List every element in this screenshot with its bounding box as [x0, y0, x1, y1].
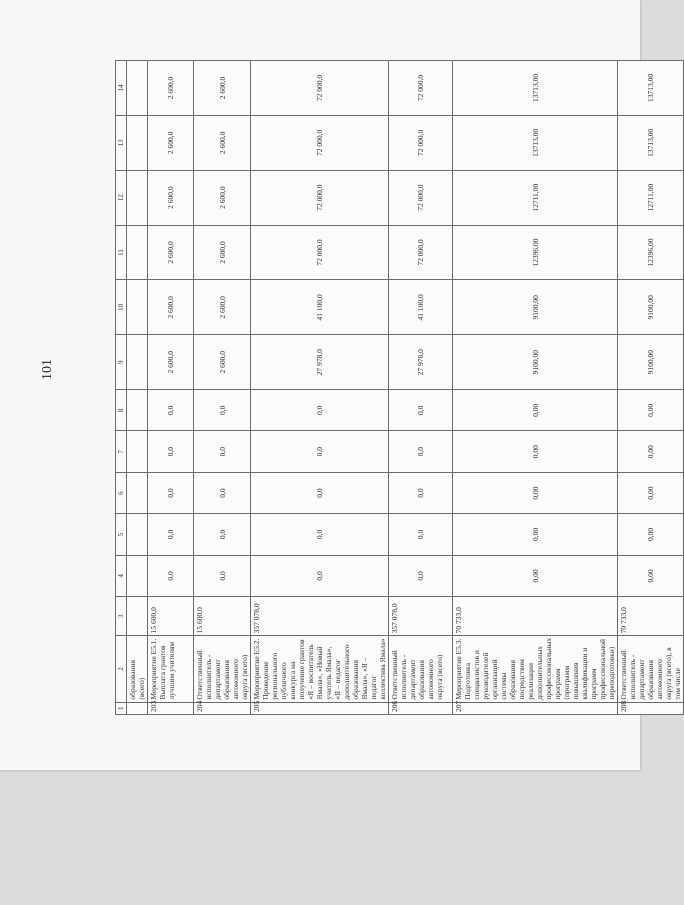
value-cell: 0,0 [148, 472, 194, 513]
table-row [618, 61, 684, 715]
row-description: образования (всего) [127, 636, 148, 702]
value-cell [127, 115, 148, 170]
value-cell: 0,00 [453, 514, 618, 555]
row-number: 206 [389, 702, 453, 714]
table-body [116, 61, 684, 715]
value-cell [127, 390, 148, 431]
column-number: 4 [116, 555, 127, 596]
value-cell: 0,0 [251, 514, 389, 555]
value-cell [127, 555, 148, 596]
value-cell: 72 000,0 [251, 61, 389, 116]
value-cell: 2 600,0 [148, 280, 194, 335]
value-cell: 0,0 [194, 555, 251, 596]
column-number: 3 [116, 597, 127, 636]
value-cell: 13713,00 [453, 115, 618, 170]
value-cell [127, 472, 148, 513]
value-cell [127, 61, 148, 116]
value-cell: 12711,00 [618, 170, 684, 225]
value-cell: 2 600,0 [148, 225, 194, 280]
value-cell [127, 597, 148, 636]
value-cell: 72 000,0 [389, 115, 453, 170]
value-cell: 9100,00 [618, 335, 684, 390]
value-cell: 0,00 [618, 555, 684, 596]
value-cell: 2 600,0 [194, 280, 251, 335]
value-cell [127, 170, 148, 225]
value-cell: 0,00 [618, 514, 684, 555]
value-cell: 0,0 [194, 390, 251, 431]
column-number: 12 [116, 170, 127, 225]
column-number: 7 [116, 431, 127, 472]
value-cell: 0,00 [453, 390, 618, 431]
budget-table [115, 60, 684, 715]
table-row [251, 61, 389, 715]
row-description: Мероприятие Е5.3. Подготовка специалистов и руководителей организаций системы образования посредством реализации дополнительных профессиональных программ (программ повышения квалификации и программ профессиональной переподготовки) [453, 636, 618, 702]
row-number: 207 [453, 702, 618, 714]
value-cell: 72 000,0 [251, 115, 389, 170]
page-number: 101 [40, 359, 55, 380]
row-number: 205 [251, 702, 389, 714]
column-number-row [116, 61, 127, 715]
row-total: 70 733,0 [453, 597, 618, 636]
value-cell: 2 600,0 [194, 170, 251, 225]
row-number: 203 [148, 702, 194, 714]
continuation-row [127, 61, 148, 715]
row-total: 15 600,0 [194, 597, 251, 636]
value-cell: 0,00 [453, 472, 618, 513]
value-cell: 0,0 [389, 555, 453, 596]
column-number: 14 [116, 61, 127, 116]
value-cell: 72 000,0 [389, 61, 453, 116]
row-total: 70 733,0 [618, 597, 684, 636]
value-cell: 0,0 [389, 514, 453, 555]
value-cell: 0,0 [194, 514, 251, 555]
value-cell: 12711,00 [453, 170, 618, 225]
value-cell: 2 600,0 [194, 225, 251, 280]
column-number: 2 [116, 636, 127, 702]
value-cell: 41 100,0 [251, 280, 389, 335]
value-cell: 0,00 [618, 472, 684, 513]
table-row [389, 61, 453, 715]
value-cell: 72 000,0 [251, 225, 389, 280]
value-cell: 12396,00 [453, 225, 618, 280]
value-cell: 0,0 [251, 431, 389, 472]
column-number: 10 [116, 280, 127, 335]
value-cell: 0,00 [618, 390, 684, 431]
value-cell [127, 225, 148, 280]
row-number: 208 [618, 702, 684, 714]
value-cell: 0,0 [148, 390, 194, 431]
column-number: 5 [116, 514, 127, 555]
column-number: 6 [116, 472, 127, 513]
value-cell: 0,0 [389, 431, 453, 472]
value-cell: 0,0 [148, 431, 194, 472]
value-cell: 2 600,0 [194, 335, 251, 390]
value-cell: 0,00 [618, 431, 684, 472]
table-row [148, 61, 194, 715]
row-total: 357 078,0 [251, 597, 389, 636]
value-cell: 0,00 [453, 431, 618, 472]
row-description: Ответственный исполнитель - департамент образования автономного округа (всего), в том числе [618, 636, 684, 702]
column-number: 1 [116, 702, 127, 714]
value-cell: 0,0 [148, 555, 194, 596]
value-cell [127, 335, 148, 390]
value-cell: 2 600,0 [148, 61, 194, 116]
value-cell [127, 431, 148, 472]
value-cell [127, 280, 148, 335]
row-number: 204 [194, 702, 251, 714]
row-total: 15 600,0 [148, 597, 194, 636]
value-cell: 0,0 [194, 472, 251, 513]
row-description: Ответственный исполнитель - департамент образования автономного округа (всего) [389, 636, 453, 702]
row-number-cell [127, 702, 148, 714]
column-number: 13 [116, 115, 127, 170]
row-total: 357 078,0 [389, 597, 453, 636]
column-number: 8 [116, 390, 127, 431]
value-cell: 72 000,0 [389, 225, 453, 280]
value-cell: 0,0 [148, 514, 194, 555]
value-cell: 2 600,0 [194, 115, 251, 170]
value-cell: 13713,00 [618, 115, 684, 170]
value-cell: 0,0 [251, 555, 389, 596]
row-description: Мероприятие Е5.2. Проведение регионального публичного конкурса на получение грантов «Я – воспитатель Ямала», «Новый учитель Ямала», «Я – педагог дополнительного образования Ямала», «Я – педагог коллектива Ямала» [251, 636, 389, 702]
value-cell: 2 600,0 [148, 335, 194, 390]
row-description: Ответственный исполнитель - департамент образования автономного округа (всего) [194, 636, 251, 702]
value-cell [127, 514, 148, 555]
value-cell: 0,0 [389, 472, 453, 513]
value-cell: 0,0 [251, 472, 389, 513]
value-cell: 9100,00 [453, 280, 618, 335]
column-number: 11 [116, 225, 127, 280]
value-cell: 2 600,0 [194, 61, 251, 116]
value-cell: 13713,00 [453, 61, 618, 116]
value-cell: 41 100,0 [389, 280, 453, 335]
value-cell: 2 600,0 [148, 115, 194, 170]
value-cell: 0,0 [194, 431, 251, 472]
table-row [194, 61, 251, 715]
value-cell: 0,00 [453, 555, 618, 596]
value-cell: 0,0 [251, 390, 389, 431]
table-row [453, 61, 618, 715]
value-cell: 2 600,0 [148, 170, 194, 225]
value-cell: 27 978,0 [389, 335, 453, 390]
value-cell: 13713,00 [618, 61, 684, 116]
column-number: 9 [116, 335, 127, 390]
row-description: Мероприятие Е5.1. Выплата грантов лучшим учителям [148, 636, 194, 702]
value-cell: 0,0 [389, 390, 453, 431]
value-cell: 9100,00 [618, 280, 684, 335]
value-cell: 72 000,0 [251, 170, 389, 225]
value-cell: 27 978,0 [251, 335, 389, 390]
value-cell: 12396,00 [618, 225, 684, 280]
value-cell: 72 000,0 [389, 170, 453, 225]
value-cell: 9100,00 [453, 335, 618, 390]
budget-table-container [115, 60, 683, 715]
